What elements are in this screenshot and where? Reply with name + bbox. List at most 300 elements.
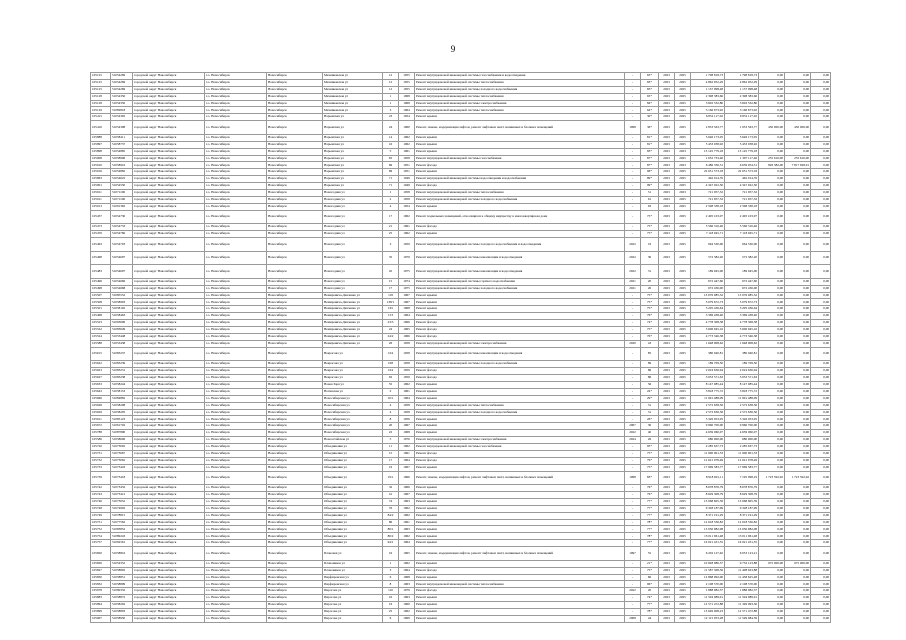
- cell-works: Ремонт внутридомовой инженерной системы канализации и водоотведения: [415, 251, 625, 265]
- cell-other: 0,00: [811, 292, 831, 299]
- cell-street: Мечниковская ул: [323, 79, 383, 86]
- cell-y1: 2023: [659, 437, 675, 444]
- cell-y1: 2023: [659, 519, 675, 526]
- cell-year: 1961: [399, 388, 415, 395]
- cell-id: 105615: [91, 347, 111, 361]
- cell-id: 105746: [91, 498, 111, 505]
- cell-flag: -: [625, 540, 641, 547]
- cell-year: 1976: [399, 437, 415, 444]
- cell-other: 0,00: [811, 505, 831, 512]
- cell-year: 1961: [399, 519, 415, 526]
- cell-mun: Новосибирск: [267, 210, 323, 224]
- cell-street: Немировича-Данченко ул: [323, 327, 383, 334]
- cell-city: г.о. Новосибирск: [205, 347, 267, 361]
- cell-other: 0,00: [811, 196, 831, 203]
- cell-fund: 189 945,00: [725, 265, 759, 279]
- cell-total: 10 828 986,57: [691, 560, 725, 567]
- cell-owner: 0,00: [785, 450, 811, 457]
- cell-y2: 2025: [675, 79, 691, 86]
- cell-id: 105726: [91, 443, 111, 450]
- cell-y2: 2025: [675, 114, 691, 121]
- cell-total: 1 888 982,37: [691, 588, 725, 595]
- cell-street: Новосибирская ул: [323, 430, 383, 437]
- cell-street: Новогодняя ул: [323, 224, 383, 231]
- cell-house: 104: [383, 347, 399, 361]
- cell-budget: 0,00: [759, 581, 785, 588]
- cell-flag: -: [625, 327, 641, 334]
- cell-code: 51058851: [111, 574, 133, 581]
- cell-other: 0,00: [811, 162, 831, 169]
- cell-id: 105739: [91, 471, 111, 485]
- cell-works: Ремонт крыши: [415, 203, 625, 210]
- cell-seq: 55: [641, 547, 659, 561]
- cell-total: 13 050 982,08: [691, 526, 725, 533]
- cell-seq: 86: [641, 375, 659, 382]
- cell-works: Ремонт внутридомовой инженерной системы холодного водоснабжения: [415, 196, 625, 203]
- cell-owner: 0,00: [785, 196, 811, 203]
- cell-street: Ногинская ул: [323, 388, 383, 395]
- cell-flag: -: [625, 416, 641, 423]
- cell-owner: 0,00: [785, 224, 811, 231]
- cell-house: 71: [383, 176, 399, 183]
- cell-fund: 380 040,81: [725, 347, 759, 361]
- cell-other: 0,00: [811, 595, 831, 602]
- cell-works: Ремонт фасада: [415, 224, 625, 231]
- cell-id: 105643: [91, 388, 111, 395]
- cell-works: Ремонт крыши: [415, 615, 625, 622]
- table-row: [91, 608, 831, 615]
- cell-id: 105748: [91, 505, 111, 512]
- cell-code: 51092561: [111, 540, 133, 547]
- cell-flag: -: [625, 224, 641, 231]
- cell-mun: Новосибирск: [267, 134, 323, 141]
- cell-y1: 2023: [659, 73, 675, 80]
- cell-other: 0,00: [811, 471, 831, 485]
- cell-code: 51058292: [111, 602, 133, 609]
- cell-seq: 75*: [641, 231, 659, 238]
- cell-y1: 2023: [659, 471, 675, 485]
- cell-seq: 74*: [641, 320, 659, 327]
- cell-id: 105623: [91, 368, 111, 375]
- cell-y2: 2025: [675, 533, 691, 540]
- cell-street: Объединения ул: [323, 533, 383, 540]
- cell-total: 680 000,00: [691, 437, 725, 444]
- cell-house: 69: [383, 169, 399, 176]
- cell-district: городской округ Новосибирск: [133, 333, 205, 340]
- cell-other: 0,00: [811, 299, 831, 306]
- cell-works: Ремонт крыши: [415, 416, 625, 423]
- cell-mun: Новосибирск: [267, 608, 323, 615]
- cell-y2: 2025: [675, 306, 691, 313]
- cell-street: Некрасова ул: [323, 368, 383, 375]
- cell-other: 0,00: [811, 347, 831, 361]
- cell-mun: Новосибирск: [267, 437, 323, 444]
- cell-house: 3: [383, 238, 399, 252]
- cell-flag: -: [625, 395, 641, 402]
- cell-other: 0,00: [811, 238, 831, 252]
- cell-total: 16 021 431,55: [691, 540, 725, 547]
- cell-mun: Новосибирск: [267, 299, 323, 306]
- cell-y1: 2023: [659, 574, 675, 581]
- cell-seq: 78*: [641, 519, 659, 526]
- cell-works: Ремонт внутридомовой инженерной системы теплоснабжения: [415, 79, 625, 86]
- table-row: [91, 196, 831, 203]
- table-row: [91, 176, 831, 183]
- cell-street: Новогодняя ул: [323, 238, 383, 252]
- cell-owner: 255 616,00: [785, 155, 811, 162]
- cell-year: 1962: [399, 231, 415, 238]
- table-row: [91, 595, 831, 602]
- cell-fund: 5 326 053,05: [725, 416, 759, 423]
- cell-city: г.о. Новосибирск: [205, 485, 267, 492]
- cell-owner: 0,00: [785, 333, 811, 340]
- cell-budget: 0,00: [759, 196, 785, 203]
- cell-mun: Новосибирск: [267, 368, 323, 375]
- cell-flag: -: [625, 155, 641, 162]
- cell-flag: -: [625, 231, 641, 238]
- cell-city: г.о. Новосибирск: [205, 292, 267, 299]
- cell-total: 672 447,60: [691, 278, 725, 285]
- cell-house: 76: [383, 505, 399, 512]
- table-row: [91, 210, 831, 224]
- cell-mun: Новосибирск: [267, 73, 323, 80]
- cell-district: городской округ Новосибирск: [133, 327, 205, 334]
- cell-mun: Новосибирск: [267, 327, 323, 334]
- cell-mun: Новосибирск: [267, 381, 323, 388]
- cell-code: 51054730: [111, 210, 133, 224]
- cell-year: 1967: [399, 292, 415, 299]
- table-row: [91, 79, 831, 86]
- cell-fund: 13 011 961,48: [725, 533, 759, 540]
- cell-flag: -: [625, 333, 641, 340]
- cell-mun: Новосибирск: [267, 588, 323, 595]
- cell-mun: Новосибирск: [267, 402, 323, 409]
- cell-house: 8: [383, 416, 399, 423]
- table-row: [91, 395, 831, 402]
- cell-year: 1979: [399, 251, 415, 265]
- cell-id: 105910: [91, 162, 111, 169]
- cell-district: городской округ Новосибирск: [133, 176, 205, 183]
- cell-works: Ремонт крыши: [415, 395, 625, 402]
- cell-budget: 0,00: [759, 238, 785, 252]
- cell-street: Плановиков ул: [323, 560, 383, 567]
- cell-other: 0,00: [811, 176, 831, 183]
- cell-budget: 0,00: [759, 278, 785, 285]
- cell-mun: Новосибирск: [267, 121, 323, 135]
- cell-district: городской округ Новосибирск: [133, 560, 205, 567]
- cell-district: городской округ Новосибирск: [133, 581, 205, 588]
- cell-district: городской округ Новосибирск: [133, 602, 205, 609]
- cell-id: 105898: [91, 148, 111, 155]
- cell-district: городской округ Новосибирск: [133, 93, 205, 100]
- cell-owner: 0,00: [785, 141, 811, 148]
- cell-owner: 0,00: [785, 169, 811, 176]
- table-row: [91, 86, 831, 93]
- cell-flag: -: [625, 450, 641, 457]
- cell-flag: -: [625, 93, 641, 100]
- table-row: [91, 409, 831, 416]
- table-row: [91, 567, 831, 574]
- cell-y1: 2023: [659, 361, 675, 368]
- cell-y2: 2025: [675, 388, 691, 395]
- cell-fund: 672 447,60: [725, 278, 759, 285]
- cell-owner: 0,00: [785, 265, 811, 279]
- cell-district: городской округ Новосибирск: [133, 388, 205, 395]
- cell-city: г.о. Новосибирск: [205, 430, 267, 437]
- cell-mun: Новосибирск: [267, 560, 323, 567]
- cell-y1: 2023: [659, 423, 675, 430]
- cell-y2: 2025: [675, 443, 691, 450]
- table-row: [91, 526, 831, 533]
- cell-year: 1967: [399, 423, 415, 430]
- cell-works: Ремонт крыши: [415, 574, 625, 581]
- cell-year: 1962: [399, 608, 415, 615]
- cell-seq: 75*: [641, 210, 659, 224]
- cell-seq: 77*: [641, 498, 659, 505]
- cell-y2: 2025: [675, 409, 691, 416]
- cell-mun: Новосибирск: [267, 320, 323, 327]
- cell-y2: 2025: [675, 416, 691, 423]
- cell-id: 105125: [91, 86, 111, 93]
- cell-house: 25: [383, 231, 399, 238]
- cell-street: Объединения ул: [323, 505, 383, 512]
- table-row: [91, 327, 831, 334]
- cell-y1: 2023: [659, 409, 675, 416]
- cell-budget: 0,00: [759, 498, 785, 505]
- cell-mun: Новосибирск: [267, 540, 323, 547]
- cell-house: 86/2: [383, 533, 399, 540]
- cell-house: 22: [383, 430, 399, 437]
- cell-mun: Новосибирск: [267, 375, 323, 382]
- cell-street: Мечниковская ул: [323, 107, 383, 114]
- cell-street: Пирфировская ул: [323, 581, 383, 588]
- cell-other: 0,00: [811, 73, 831, 80]
- cell-district: городской округ Новосибирск: [133, 169, 205, 176]
- cell-other: 0,00: [811, 306, 831, 313]
- cell-y2: 2025: [675, 526, 691, 533]
- cell-works: Ремонт внутридомовой инженерной системы водоотведения и водоснабжения: [415, 176, 625, 183]
- cell-works: Ремонт крыши: [415, 169, 625, 176]
- cell-budget: 0,00: [759, 595, 785, 602]
- cell-fund: 2 108 570,00: [725, 581, 759, 588]
- cell-y2: 2025: [675, 492, 691, 499]
- cell-seq: 61: [641, 196, 659, 203]
- cell-id: 105751: [91, 519, 111, 526]
- cell-street: Пирогова ул: [323, 602, 383, 609]
- table-row: [91, 155, 831, 162]
- cell-year: 1956: [399, 375, 415, 382]
- cell-street: Новогодняя ул: [323, 285, 383, 292]
- cell-works: Ремонт крыши: [415, 134, 625, 141]
- cell-y1: 2023: [659, 162, 675, 169]
- cell-city: г.о. Новосибирск: [205, 86, 267, 93]
- cell-fund: 189 709,50: [725, 361, 759, 368]
- cell-y2: 2025: [675, 299, 691, 306]
- cell-house: 86/1: [383, 526, 399, 533]
- cell-budget: 0,00: [759, 107, 785, 114]
- cell-district: городской округ Новосибирск: [133, 231, 205, 238]
- cell-other: 0,00: [811, 231, 831, 238]
- cell-fund: 1 397 117,46: [725, 155, 759, 162]
- cell-other: 0,00: [811, 313, 831, 320]
- cell-budget: 0,00: [759, 540, 785, 547]
- cell-flag: -: [625, 292, 641, 299]
- cell-street: Новогодняя ул: [323, 231, 383, 238]
- cell-y1: 2023: [659, 292, 675, 299]
- cell-house: 19/1: [383, 471, 399, 485]
- cell-house: 41: [383, 492, 399, 499]
- cell-total: 5 079 672,73: [691, 299, 725, 306]
- cell-street: Немировича-Данченко ул: [323, 299, 383, 306]
- cell-city: г.о. Новосибирск: [205, 278, 267, 285]
- cell-y2: 2025: [675, 395, 691, 402]
- cell-fund: 4 773 346,38: [725, 333, 759, 340]
- cell-seq: 78*: [641, 533, 659, 540]
- cell-y1: 2023: [659, 141, 675, 148]
- cell-fund: 721 957,32: [725, 196, 759, 203]
- cell-id: 105128: [91, 93, 111, 100]
- table-row: [91, 183, 831, 190]
- cell-city: г.о. Новосибирск: [205, 512, 267, 519]
- cell-flag: -: [625, 375, 641, 382]
- cell-flag: -: [625, 388, 641, 395]
- cell-district: городской округ Новосибирск: [133, 437, 205, 444]
- cell-code: 51073432: [111, 485, 133, 492]
- cell-other: 0,00: [811, 155, 831, 162]
- cell-fund: 2 572 638,56: [725, 402, 759, 409]
- cell-year: 1958: [399, 189, 415, 196]
- cell-year: 1958: [399, 361, 415, 368]
- cell-owner: 0,00: [785, 340, 811, 347]
- cell-seq: 51: [641, 189, 659, 196]
- cell-code: 51073002: [111, 443, 133, 450]
- cell-year: 1966: [399, 485, 415, 492]
- cell-other: 0,00: [811, 602, 831, 609]
- cell-street: Объединения ул: [323, 492, 383, 499]
- cell-owner: 0,00: [785, 498, 811, 505]
- cell-year: 1963: [399, 498, 415, 505]
- cell-total: 4 778 308,38: [691, 320, 725, 327]
- cell-other: 0,00: [811, 340, 831, 347]
- cell-flag: 2022: [625, 238, 641, 252]
- cell-works: Ремонт крыши: [415, 602, 625, 609]
- cell-city: г.о. Новосибирск: [205, 402, 267, 409]
- cell-mun: Новосибирск: [267, 79, 323, 86]
- cell-works: Ремонт крыши: [415, 141, 625, 148]
- cell-other: 0,00: [811, 189, 831, 196]
- cell-owner: 0,00: [785, 395, 811, 402]
- cell-total: 1 648 908,62: [691, 340, 725, 347]
- cell-district: городской округ Новосибирск: [133, 430, 205, 437]
- cell-total: 5 606 945,16: [691, 327, 725, 334]
- cell-city: г.о. Новосибирск: [205, 196, 267, 203]
- cell-year: 1951: [399, 162, 415, 169]
- cell-owner: 0,00: [785, 388, 811, 395]
- cell-year: 1959: [399, 238, 415, 252]
- cell-flag: -: [625, 299, 641, 306]
- cell-fund: 12 621 078,49: [725, 457, 759, 464]
- cell-mun: Новосибирск: [267, 388, 323, 395]
- cell-y2: 2025: [675, 450, 691, 457]
- cell-year: 1960: [399, 602, 415, 609]
- cell-y1: 2023: [659, 498, 675, 505]
- cell-fund: 8 678 876,79: [725, 485, 759, 492]
- cell-owner: 7 817 928,01: [785, 162, 811, 169]
- cell-owner: 0,00: [785, 313, 811, 320]
- cell-district: городской округ Новосибирск: [133, 107, 205, 114]
- cell-house: 69: [383, 162, 399, 169]
- cell-code: 51085552: [111, 292, 133, 299]
- cell-id: 105907: [91, 615, 111, 622]
- cell-city: г.о. Новосибирск: [205, 327, 267, 334]
- cell-fund: 13 076 085,32: [725, 292, 759, 299]
- cell-code: 51058102: [111, 306, 133, 313]
- cell-district: городской округ Новосибирск: [133, 347, 205, 361]
- cell-y1: 2023: [659, 595, 675, 602]
- cell-seq: 76*: [641, 457, 659, 464]
- cell-mun: Новосибирск: [267, 492, 323, 499]
- cell-other: 0,00: [811, 388, 831, 395]
- cell-city: г.о. Новосибирск: [205, 375, 267, 382]
- table-row: [91, 505, 831, 512]
- table-row: [91, 471, 831, 485]
- table-row: [91, 347, 831, 361]
- cell-house: 2: [383, 196, 399, 203]
- cell-code: 51058903: [111, 299, 133, 306]
- cell-code: 51054885: [111, 148, 133, 155]
- cell-y1: 2023: [659, 203, 675, 210]
- cell-works: Ремонт фасада: [415, 450, 625, 457]
- cell-district: городской округ Новосибирск: [133, 519, 205, 526]
- cell-y2: 2025: [675, 176, 691, 183]
- cell-city: г.о. Новосибирск: [205, 189, 267, 196]
- cell-seq: 89: [641, 361, 659, 368]
- cell-other: 0,00: [811, 540, 831, 547]
- cell-flag: -: [625, 189, 641, 196]
- cell-y1: 2023: [659, 231, 675, 238]
- cell-street: Объединения ул: [323, 498, 383, 505]
- cell-city: г.о. Новосибирск: [205, 100, 267, 107]
- cell-total: 7 118 945,71: [691, 231, 725, 238]
- cell-owner: 0,00: [785, 485, 811, 492]
- cell-y2: 2025: [675, 402, 691, 409]
- cell-owner: 975 000,00: [785, 560, 811, 567]
- cell-y2: 2025: [675, 505, 691, 512]
- cell-code: 51083852: [111, 526, 133, 533]
- cell-works: Ремонт крыши: [415, 292, 625, 299]
- cell-total: 12 571 472,88: [691, 602, 725, 609]
- cell-city: г.о. Новосибирск: [205, 388, 267, 395]
- cell-city: г.о. Новосибирск: [205, 471, 267, 485]
- cell-total: 721 957,32: [691, 196, 725, 203]
- cell-y1: 2023: [659, 492, 675, 499]
- cell-district: городской округ Новосибирск: [133, 73, 205, 80]
- cell-year: 1949: [399, 176, 415, 183]
- cell-budget: 0,00: [759, 340, 785, 347]
- cell-seq: 76*: [641, 492, 659, 499]
- cell-budget: 0,00: [759, 574, 785, 581]
- cell-fund: 3 818 775,72: [725, 388, 759, 395]
- cell-code: 51058816: [111, 547, 133, 561]
- cell-works: Ремонт крыши: [415, 492, 625, 499]
- cell-year: 1963: [399, 595, 415, 602]
- cell-id: 105911: [91, 196, 111, 203]
- table-row: [91, 114, 831, 121]
- cell-total: 12 621 078,49: [691, 457, 725, 464]
- cell-year: 1958: [399, 409, 415, 416]
- cell-works: Ремонт крыши: [415, 423, 625, 430]
- cell-street: Объединения ул: [323, 485, 383, 492]
